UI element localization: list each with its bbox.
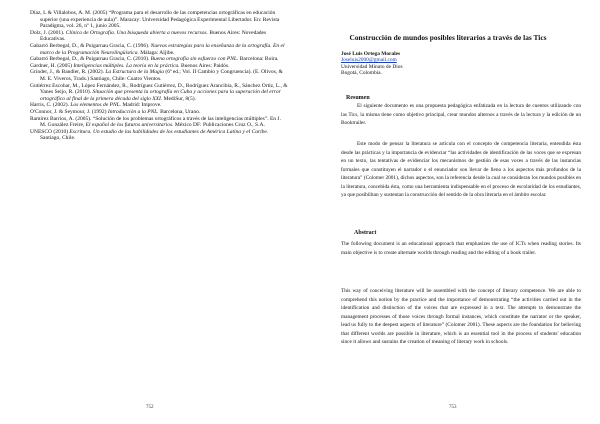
reference-list: [30, 10, 288, 142]
author-email-link[interactable]: Joseluis2000@gmail.com: [341, 57, 397, 64]
reference-entry: [30, 43, 288, 56]
reference-text: Harris, C. (2002).: [30, 102, 71, 109]
reference-text: Barcelona, Urano.: [158, 108, 201, 115]
reference-entry: [30, 10, 288, 30]
reference-title: Escritura. Un estudio de las habilidades de los estudiantes de América Latina y el Caribe.: [69, 128, 269, 135]
reference-text: México DF: Publicaciones Cruz O., S.A.: [173, 122, 265, 129]
reference-text: Santiago, Chile.: [40, 135, 76, 142]
author-name: José Luis Ortega Morales: [341, 51, 401, 57]
right-page: [300, 0, 600, 424]
reference-text: Gabarró Berbegal, D., & Puigarnau Gracia, C. (1996).: [30, 42, 151, 49]
article-title: Construcción de mundos posibles literarios a través de las Tics: [349, 33, 547, 42]
resumen-paragraph: El siguiente documento es una propuesta pedagógica enfatizada en la lectura de cuentos utilizando con las Tics, la misma tiene como objetivo principal, crear mundos alternos a través de la lectura y la edición de un Booktrailer.: [341, 103, 581, 126]
reference-entry: [30, 69, 288, 82]
abstract-paragraph: This way of conceiving literature will be assembled with the concept of literary competence. We are able to comprehend this notion by the practice and the importance of demonstrating “the activities carried out in the identification and distinction of the voices that are expressed in a text. The attempts to demonstrate the management processes of those voices through formal instances, which constitute the narrator or the speaker, lead us fully to the deepest aspects of literature” (Colomer 2001). These aspects are the foundation for believing that different worlds are possible in literature, which is an essential tool in the process of students' education since it allows and sustains the creation of meaning of literary work in schools.: [341, 288, 581, 345]
author-block: [341, 51, 541, 76]
reference-title: El español de los futuros universitarios.: [85, 122, 174, 129]
reference-text: Buenos Aires: Paidós.: [179, 62, 230, 69]
reference-entry: [30, 56, 288, 63]
author-affiliation: Universidad Minuto de Dios: [341, 63, 403, 70]
page-number-right: 753: [449, 405, 457, 410]
reference-title: Los elementos de PNL.: [70, 102, 122, 109]
reference-text: Grinder, J., & Bandler, R. (2002).: [30, 69, 106, 76]
reference-entry: [30, 109, 288, 116]
author-location: Bogotá, Colombia.: [341, 69, 382, 76]
reference-text: Málaga: Aljibe.: [138, 49, 175, 56]
reference-text: Dolz, J. (2001).: [30, 29, 66, 36]
reference-entry: [30, 129, 288, 142]
reference-text: UNESCO (2010): [30, 128, 70, 135]
reference-title: Introducción a la PNL.: [107, 108, 159, 115]
reference-title: Inteligencias múltiples. La teoría en la práctica.: [73, 62, 180, 69]
reference-title: La Estructura de la Magia: [105, 69, 164, 76]
abstract-paragraph: The following document is an educational approach that emphasizes the use of ICTs when reading stories. Its main objective is to create alternate worlds through reading and the editing of a book trailer.: [341, 241, 581, 256]
abstract-heading: Abstract: [354, 230, 377, 236]
reference-entry: [30, 30, 288, 43]
reference-entry: [30, 116, 288, 129]
reference-text: Gardner, H. (2005): [30, 62, 74, 69]
reference-text: (6ª ed.; Vol. II Cambio y Congruencia). (E. Olivos, & M. E. Viveros, Trads.) Santiago, Chile: Cuatro Vientos.: [40, 69, 283, 82]
reference-text: Gabarró Berbegal, D., & Puigarnau Gracia, C. (2010).: [30, 56, 151, 63]
reference-text: Buenos Aires: Novedades Educativas.: [40, 29, 267, 43]
page-number-left: 752: [146, 405, 154, 410]
reference-text: Barcelona: Boira.: [238, 56, 279, 63]
resumen-paragraph: Este modo de pensar la literatura se articula con el concepto de competencia literaria, entendida ésta desde las prácticas y la importancia de evidenciar “las actividades de identificación de las voces que se expresan en un texto, las tentativas de evidenciar los mecanismos de gestión de esas voces a través de las instancias formales que constituyen el narrador o el enunciador son llevar de lleno a los aspectos más profundos de la literatura” (Colomer 2001), dichos aspectos, son la referencia desde la cual se consideran los mundos posibles en la literatura, concebida ésta, como una herramienta indispensable en el proceso de escolaridad de los estudiantes, ya que posibilitan y sustentan la construcción del sentido de la obra literaria en el ámbito escolar.: [341, 141, 581, 198]
reference-text: Madrid: Improve.: [121, 102, 162, 109]
reference-title: Nuevas estrategias para la enseñanza de la ortografía. En el marco de la Programación Neurolingüística.: [40, 42, 285, 56]
resumen-heading: Resumen: [346, 95, 370, 101]
reference-text: O'Connor, J. & Seymour, J. (1992): [30, 108, 108, 115]
reference-text: MediSur, 8(5).: [162, 95, 196, 102]
reference-title: Clínica de Ortografía. Una búsqueda abierta a nuevos recursos.: [65, 29, 208, 36]
reference-title: Buena ortografía sin esfuerzo con PNL.: [150, 56, 239, 63]
reference-text: Díaz, L & Villalobos, A. M. (2005) “Programa para el desarrollo de las competencias ortográficas en educación superior (una experiencia de aula)”. Maracay: Universidad Pedagógica Experimental Libertador. En: Revista Paradigma, vol. 26, nº 1, junio 2005.: [30, 10, 280, 30]
reference-entry: [30, 102, 288, 109]
reference-text: Gutiérrez Escobar, M., López Fernández, R., Rodríguez Gutiérrez, D., Rodríguez Arancibia, R., Sánchez Ortiz, L., & Yanes Seijo, R. (2010).: [30, 82, 288, 96]
reference-text: Ramírez Barrios, A. (2005). “Solución de los problemas ortográficos a través de las inteligencias múltiples”. En J. M. González Freire,: [30, 115, 281, 129]
reference-title: Situación que presenta la ortografía en Cuba y acciones para la superación del error ortográfico al final de la primera década del siglo XXI.: [40, 89, 281, 102]
reference-entry: [30, 83, 288, 103]
